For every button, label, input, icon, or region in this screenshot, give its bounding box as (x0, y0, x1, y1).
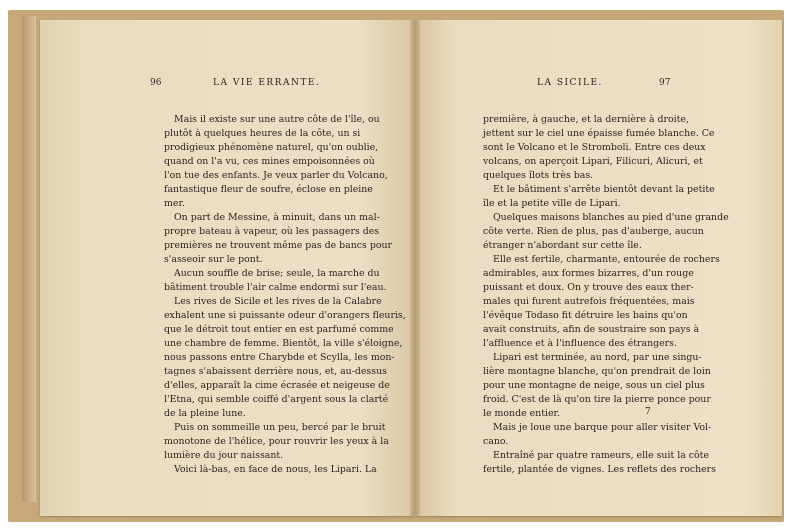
text-line: admirables, aux formes bizarres, d'un rouge (483, 268, 694, 279)
signature-mark: 7 (645, 407, 651, 417)
text-line: d'elles, apparaît la cime écrasée et neigeuse de (164, 380, 390, 391)
text-line: l'évêque Todaso fit détruire les bains qu'on (483, 310, 688, 321)
text-line: males qui furent autrefois fréquentées, mais (483, 296, 695, 307)
text-line: île et la petite ville de Lipari. (483, 198, 621, 209)
left-page-text (164, 113, 406, 477)
text-line: exhalent une si puissante odeur d'orangers fleuris, (164, 310, 406, 321)
page-edges (22, 16, 36, 502)
book-gutter (410, 20, 420, 516)
text-line: puissant et doux. On y trouve des eaux ther- (483, 282, 694, 293)
text-line: Aucun souffle de brise; seule, la marche du (174, 268, 380, 279)
text-line: Voici là-bas, en face de nous, les Lipari. La (174, 464, 377, 475)
right-page-text (483, 113, 729, 477)
right-page-number: 97 (659, 78, 671, 88)
text-line: première, à gauche, et la dernière à droite, (483, 114, 689, 125)
text-line: Les rives de Sicile et les rives de la Calabre (174, 296, 382, 307)
text-line: pour une montagne de neige, sous un ciel plus (483, 380, 705, 391)
text-line: prodigieux phénomène naturel, qu'on oublie, (164, 142, 379, 153)
text-line: plutôt à quelques heures de la côte, un si (164, 128, 361, 139)
left-page-number: 96 (150, 78, 162, 88)
text-line: fertile, plantée de vignes. Les reflets des rochers (483, 464, 716, 475)
right-running-head: LA SICILE. (537, 78, 603, 88)
text-line: bâtiment trouble l'air calme endormi sur l'eau. (164, 282, 387, 293)
text-line: tagnes s'abaissent derrière nous, et, au-dessus (164, 366, 387, 377)
text-line: l'affluence et à l'influence des étrangers. (483, 338, 677, 349)
text-line: premières ne trouvent même pas de bancs pour (164, 240, 393, 251)
text-line: lière montagne blanche, qu'on prendrait de loin (483, 366, 711, 377)
text-line: l'on tue des enfants. Je veux parler du Volcano, (164, 170, 388, 181)
text-line: propre bateau à vapeur, où les passagers des (164, 226, 380, 237)
text-line: Quelques maisons blanches au pied d'une grande (493, 212, 729, 223)
text-line: Entraîné par quatre rameurs, elle suit la côte (493, 450, 709, 461)
text-line: volcans, on aperçoit Lipari, Filicuri, Alicuri, et (483, 156, 703, 167)
text-line: Elle est fertile, charmante, entourée de rochers (493, 254, 720, 265)
text-line: Mais il existe sur une autre côte de l'île, ou (174, 114, 380, 125)
text-line: côte verte. Rien de plus, pas d'auberge, aucun (483, 226, 704, 237)
text-line: Et le bâtiment s'arrête bientôt devant la petite (493, 184, 715, 195)
text-line: nous passons entre Charybde et Scylla, les mon- (164, 352, 395, 363)
text-line: Lipari est terminée, au nord, par une singu- (493, 352, 702, 363)
text-line: l'Etna, qui semble coiffé d'argent sous la clarté (164, 394, 389, 405)
text-line: lumière du jour naissant. (164, 450, 284, 461)
text-line: avait construits, afin de soustraire son pays à (483, 324, 700, 335)
left-running-head: LA VIE ERRANTE. (213, 78, 321, 88)
text-line: sont le Volcano et le Stromboli. Entre ces deux (483, 142, 706, 153)
text-line: étranger n'abordant sur cette île. (483, 240, 642, 251)
text-line: Puis on sommeille un peu, bercé par le bruit (174, 422, 386, 433)
text-line: de la pleine lune. (164, 408, 246, 419)
text-line: que le détroit tout entier en est parfumé comme (164, 324, 394, 335)
text-line: une chambre de femme. Bientôt, la ville s'éloigne, (164, 338, 403, 349)
text-line: froid. C'est de là qu'on tire la pierre ponce pour (483, 394, 711, 405)
text-line: quand on l'a vu, ces mines empoisonnées où (164, 156, 375, 167)
text-line: monotone de l'hélice, pour rouvrir les yeux à la (164, 436, 389, 447)
text-line: quelques îlots très bas. (483, 170, 594, 181)
text-line: cano. (483, 436, 509, 447)
text-line: Mais je loue une barque pour aller visiter Vol- (493, 422, 712, 433)
text-line: jettent sur le ciel une épaisse fumée blanche. Ce (483, 128, 715, 139)
text-line: s'asseoir sur le pont. (164, 254, 263, 265)
text-line: fantastique fleur de soufre, éclose en pleine (164, 184, 373, 195)
text-line: mer. (164, 198, 185, 209)
text-line: le monde entier. (483, 408, 560, 419)
text-line: On part de Messine, à minuit, dans un mal- (174, 212, 380, 223)
